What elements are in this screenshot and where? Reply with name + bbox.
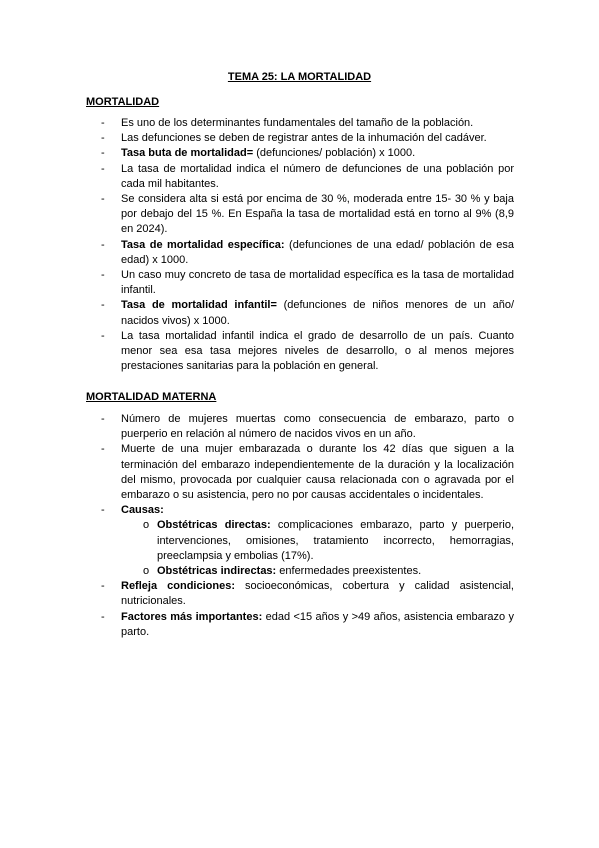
list-item [86,610,514,640]
sub-list-item [121,518,514,564]
item-text: Muerte de una mujer embarazada o durante los 42 días que siguen a la terminación del embarazo independientemente de la duración y la localización del mismo, provocada por cualquier causa relacionada con o agravada por el embarazo o su asistencia, pero no por causas accidentales o incidentales. [121,443,514,502]
item-text: Número de mujeres muertas como consecuencia de embarazo, parto o puerperio en relación al número de nacidos vivos en un año. [121,413,514,441]
item-text: (defunciones de una edad/ población de esa edad) x 1000. [121,238,515,266]
item-text: (defunciones/ población) x 1000. [253,147,416,160]
list-item [86,162,514,192]
causas-label: Causas: [121,504,164,517]
mortalidad-list [86,116,514,374]
item-text: socioeconómicas, cobertura y calidad asistencial, nutricionales. [121,580,514,608]
item-text: (defunciones de niños menores de un año/ nacidos vivos) x 1000. [121,299,515,327]
list-item [86,412,514,442]
section-heading-mortalidad-materna: MORTALIDAD MATERNA [86,391,217,403]
bold-term: Obstétricas indirectas: [157,565,277,578]
list-item [86,192,514,238]
item-text: Un caso muy concreto de tasa de mortalidad específica es la tasa de mortalidad infantil. [121,269,514,297]
bold-term: Tasa de mortalidad infantil= [121,299,277,312]
materna-list [86,412,514,640]
list-item [86,238,514,268]
list-item [86,579,514,609]
list-item [86,131,514,146]
item-text: Se considera alta si está por encima de 30 %, moderada entre 15- 30 % y baja por debajo del 15 %. En España la tasa de mortalidad está en torno al 9% (8,9 en 2024). [121,193,514,236]
list-item [86,298,514,328]
bold-term: Factores más importantes: [121,610,263,623]
item-text: Es uno de los determinantes fundamentales del tamaño de la población. [121,117,474,129]
item-text: La tasa de mortalidad indica el número de defunciones de una población por cada mil habitantes. [121,162,514,190]
circle-bullet-icon: o [143,519,150,532]
list-item [86,329,514,375]
causas-sublist [121,518,514,579]
bold-term: Refleja condiciones: [121,580,235,593]
bold-term: Tasa buta de mortalidad= [121,147,254,160]
bold-term: Obstétricas directas: [157,519,271,532]
list-item [86,116,514,131]
item-text: La tasa mortalidad infantil indica el grado de desarrollo de un país. Cuanto menor sea esa tasa mejores niveles de desarrollo, o al menos mejores prestaciones sanitarias para la población en general. [121,329,514,373]
section-heading-mortalidad: MORTALIDAD [86,96,160,108]
bold-term: Tasa de mortalidad específica: [121,238,285,251]
circle-bullet-icon: o [143,565,150,578]
item-text: Las defunciones se deben de registrar antes de la inhumación del cadáver. [121,132,487,145]
item-text: edad <15 años y >49 años, asistencia embarazo y parto. [121,610,514,638]
list-item [86,146,514,161]
item-text: complicaciones embarazo, parto y puerperio, intervenciones, omisiones, tratamiento incorrecto, hemorragias, preeclampsia y embolias (17%). [157,519,514,562]
list-item-causas [86,503,514,579]
sub-list-item [121,564,514,579]
item-text: enfermedades preexistentes. [276,565,422,578]
list-item [86,268,514,298]
list-item [86,442,514,503]
document-title: TEMA 25: LA MORTALIDAD [227,71,372,83]
